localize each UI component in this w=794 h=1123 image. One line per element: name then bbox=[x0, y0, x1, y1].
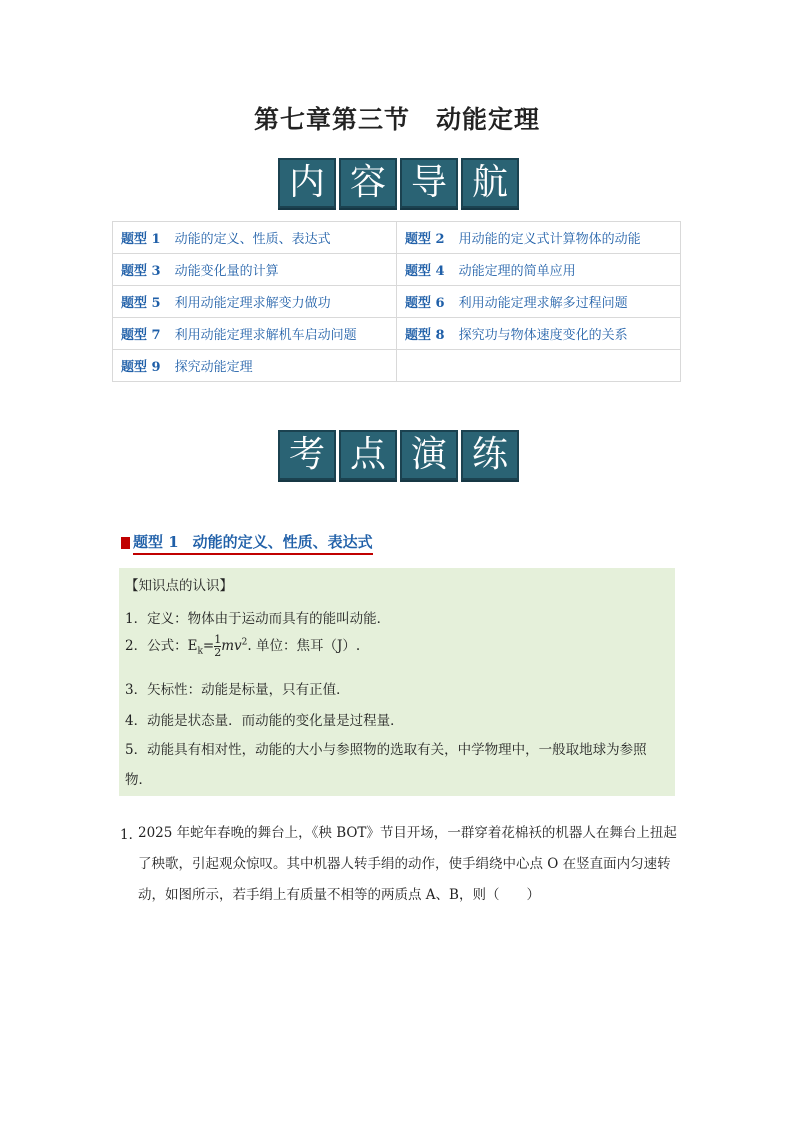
toc-row bbox=[113, 222, 681, 254]
banner-char: 演 bbox=[400, 430, 458, 480]
page-title: 第七章第三节 动能定理 bbox=[253, 105, 540, 134]
toc-num: 题型 6 bbox=[405, 296, 445, 311]
toc-title: 动能定理的简单应用 bbox=[458, 264, 576, 279]
toc-title: 动能的定义、性质、表达式 bbox=[174, 232, 331, 247]
toc-cell[interactable] bbox=[397, 254, 681, 286]
section-marker bbox=[121, 537, 130, 549]
banner-char: 考 bbox=[278, 430, 336, 480]
section-heading bbox=[121, 531, 373, 555]
knowledge-item: 1．定义：物体由于运动而具有的能叫动能． bbox=[125, 611, 391, 627]
toc-num: 题型 7 bbox=[121, 328, 161, 343]
toc-num: 题型 4 bbox=[405, 264, 445, 279]
banner-char: 点 bbox=[339, 430, 397, 480]
toc-cell[interactable] bbox=[397, 222, 681, 254]
toc-num: 题型 3 bbox=[121, 264, 161, 279]
toc-title: 用动能的定义式计算物体的动能 bbox=[458, 232, 641, 247]
toc-cell[interactable] bbox=[113, 254, 397, 286]
question-number: 1． bbox=[120, 827, 143, 843]
knowledge-box bbox=[119, 568, 675, 796]
toc-cell[interactable] bbox=[113, 350, 397, 382]
knowledge-item: 4．动能是状态量．而动能的变化量是过程量． bbox=[125, 713, 404, 729]
fraction: $\frac{1}{2}$ bbox=[214, 633, 222, 659]
toc-empty-cell bbox=[397, 350, 681, 382]
toc-row bbox=[113, 254, 681, 286]
practice-banner bbox=[272, 424, 522, 486]
toc-cell[interactable] bbox=[113, 318, 397, 350]
section-title: 题型 1 动能的定义、性质、表达式 bbox=[133, 531, 373, 555]
banner-char: 练 bbox=[461, 430, 519, 480]
banner-char: 容 bbox=[339, 158, 397, 208]
question-text: 2025 年蛇年春晚的舞台上，《秧 BOT》节目开场，一群穿着花棉袄的机器人在舞台上扭起了秧歌，引起观众惊叹。其中机器人转手绢的动作，使手绢绕中心点 O 在竖直面内匀速转动，如图所示，若手绢上有质量不相等的两质点 A、B，则（ ） bbox=[138, 825, 677, 903]
toc-cell[interactable] bbox=[113, 286, 397, 318]
banner-char: 导 bbox=[400, 158, 458, 208]
toc-table bbox=[112, 221, 681, 382]
toc-num: 题型 5 bbox=[121, 296, 161, 311]
toc-cell[interactable] bbox=[397, 286, 681, 318]
toc-title: 利用动能定理求解变力做功 bbox=[174, 296, 331, 311]
toc-title: 探究动能定理 bbox=[174, 360, 253, 375]
content-navigation-banner bbox=[272, 152, 522, 214]
toc-row bbox=[113, 286, 681, 318]
toc-title: 利用动能定理求解机车启动问题 bbox=[174, 328, 357, 343]
toc-num: 题型 8 bbox=[405, 328, 445, 343]
toc-cell[interactable] bbox=[113, 222, 397, 254]
toc-cell[interactable] bbox=[397, 318, 681, 350]
banner-char: 航 bbox=[461, 158, 519, 208]
knowledge-item: 3．矢标性：动能是标量，只有正值． bbox=[125, 682, 350, 698]
knowledge-item: 5．动能具有相对性，动能的大小与参照物的选取有关，中学物理中，一般取地球为参照物． bbox=[125, 742, 647, 788]
toc-num: 题型 2 bbox=[405, 232, 445, 247]
toc-row bbox=[113, 350, 681, 382]
toc-title: 探究功与物体速度变化的关系 bbox=[458, 328, 628, 343]
toc-num: 题型 1 bbox=[121, 232, 161, 247]
knowledge-formula: 2．公式：$E_k=$ $\frac{1}{2}$ $mv^2$. 单位：焦耳（J）. bbox=[125, 633, 361, 659]
toc-title: 利用动能定理求解多过程问题 bbox=[458, 296, 628, 311]
toc-title: 动能变化量的计算 bbox=[174, 264, 279, 279]
knowledge-heading: 【知识点的认识】 bbox=[125, 578, 233, 594]
toc-num: 题型 9 bbox=[121, 360, 161, 375]
banner-char: 内 bbox=[278, 158, 336, 208]
toc-row bbox=[113, 318, 681, 350]
